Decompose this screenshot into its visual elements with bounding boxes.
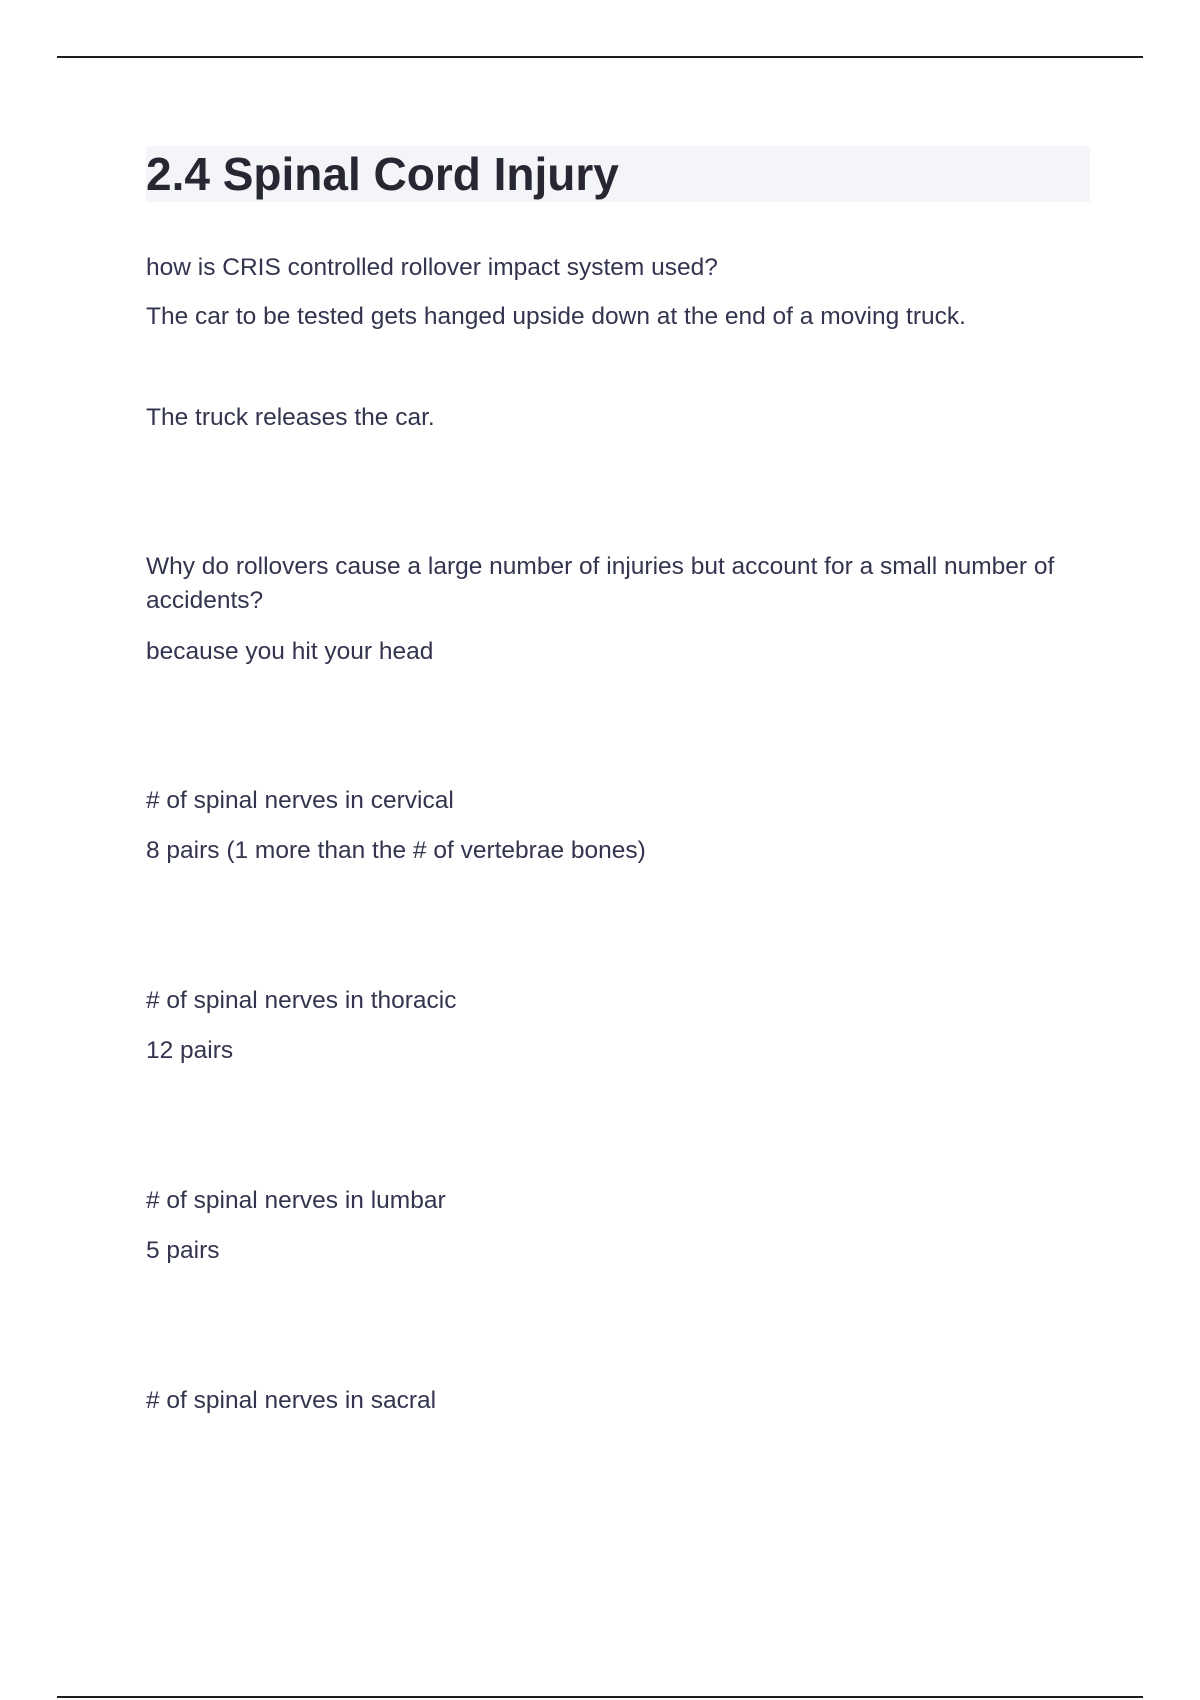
card-2-term: Why do rollovers cause a large number of injuries but account for a small number of accidents? (146, 553, 1055, 614)
card-3-term: # of spinal nerves in cervical (146, 787, 454, 814)
page-title: 2.4 Spinal Cord Injury (146, 148, 619, 200)
card-3-definition: 8 pairs (1 more than the # of vertebrae bones) (146, 837, 646, 864)
card-1-term: how is CRIS controlled rollover impact system used? (146, 254, 718, 281)
card-2-definition: because you hit your head (146, 638, 434, 665)
card-4-definition: 12 pairs (146, 1037, 234, 1064)
card-1-definition-line-1: The car to be tested gets hanged upside down at the end of a moving truck. (146, 303, 966, 330)
card-6-term: # of spinal nerves in sacral (146, 1387, 437, 1414)
bottom-divider (57, 1696, 1143, 1698)
top-divider (57, 56, 1143, 58)
card-5-term: # of spinal nerves in lumbar (146, 1187, 446, 1214)
card-1-definition-line-2: The truck releases the car. (146, 404, 435, 431)
card-4-term: # of spinal nerves in thoracic (146, 987, 457, 1014)
card-5-definition: 5 pairs (146, 1237, 220, 1264)
